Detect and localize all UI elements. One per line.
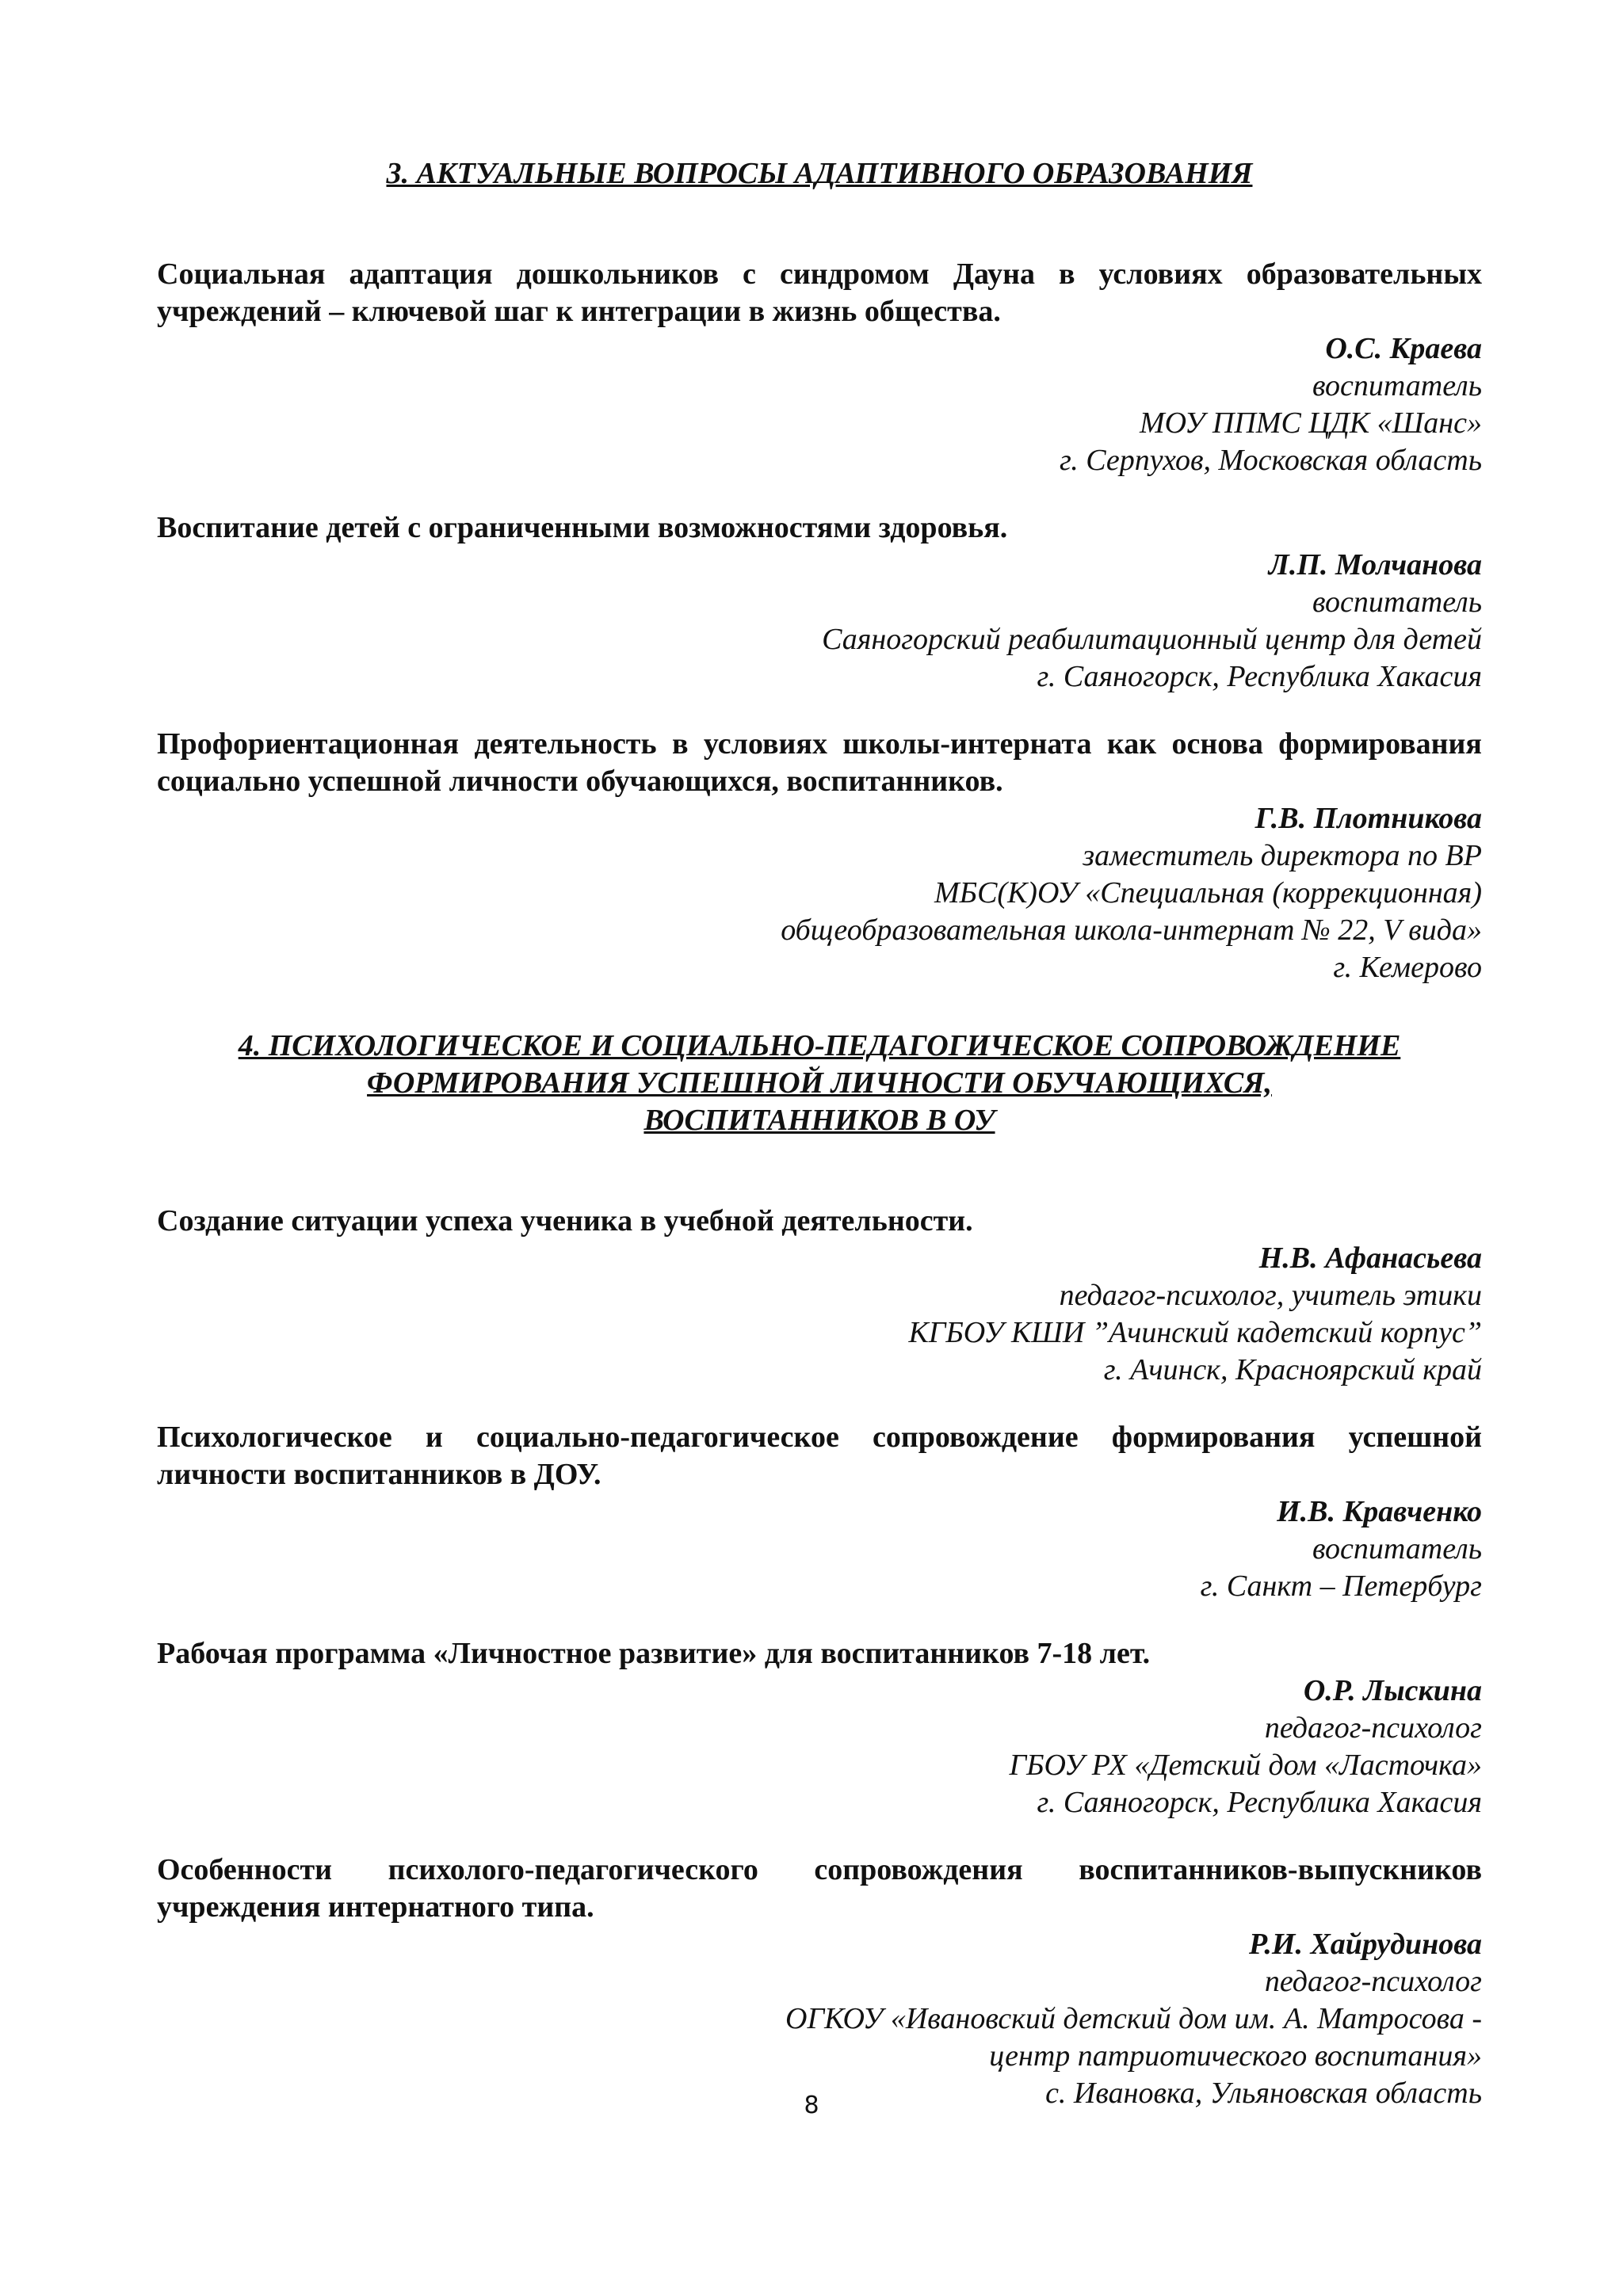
author-position: воспитатель	[1312, 585, 1482, 619]
entry	[157, 509, 1482, 696]
author-location: г. Саяногорск, Республика Хакасия	[1037, 1786, 1482, 1819]
author-location: г. Саяногорск, Республика Хакасия	[1037, 660, 1482, 693]
entry-title: Воспитание детей с ограниченными возможностями здоровья.	[157, 511, 1008, 544]
author-position: педагог-психолог, учитель этики	[1059, 1279, 1482, 1312]
section-heading-line: ВОСПИТАННИКОВ В ОУ	[643, 1104, 995, 1137]
section-heading: 3. АКТУАЛЬНЫЕ ВОПРОСЫ АДАПТИВНОГО ОБРАЗОВАНИЯ	[386, 157, 1253, 190]
author-location: г. Ачинск, Красноярский край	[1103, 1353, 1482, 1386]
author-name: Р.И. Хайрудинова	[1249, 1928, 1482, 1961]
section-4	[157, 1028, 1482, 2112]
author-position: педагог-психолог	[1264, 1711, 1482, 1745]
author-organization: ГБОУ РХ «Детский дом «Ласточка»	[1009, 1749, 1482, 1782]
document-page	[157, 155, 1482, 2142]
author-position: воспитатель	[1312, 369, 1482, 402]
entry-title: Социальная адаптация дошкольников с синдромом Дауна в условиях образовательных учреждений – ключевой шаг к интеграции в жизнь общества.	[157, 257, 1482, 328]
author-name: И.В. Кравченко	[1277, 1495, 1482, 1528]
author-organization: КГБОУ КШИ ”Ачинский кадетский корпус”	[908, 1316, 1482, 1349]
entry-meta	[157, 1926, 1482, 2112]
entry-meta	[157, 330, 1482, 479]
entry	[157, 256, 1482, 479]
author-location: г. Серпухов, Московская область	[1059, 444, 1482, 477]
entry-title: Профориентационная деятельность в условиях школы-интерната как основа формирования социально успешной личности обучающихся, воспитанников.	[157, 727, 1482, 798]
entry-list	[157, 1203, 1482, 2112]
section-heading-line: ФОРМИРОВАНИЯ УСПЕШНОЙ ЛИЧНОСТИ ОБУЧАЮЩИХСЯ,	[367, 1066, 1272, 1100]
entry-meta	[157, 1672, 1482, 1821]
author-name: О.С. Краева	[1325, 332, 1482, 365]
entry-meta	[157, 547, 1482, 696]
section-3	[157, 155, 1482, 986]
author-position: педагог-психолог	[1264, 1965, 1482, 1998]
author-organization-cont: центр патриотического воспитания»	[989, 2039, 1482, 2073]
entry-title: Создание ситуации успеха ученика в учебной деятельности.	[157, 1204, 973, 1238]
entry-list	[157, 256, 1482, 986]
author-organization: ОГКОУ «Ивановский детский дом им. А. Матросова -	[785, 2002, 1482, 2035]
author-organization: МОУ ППМС ЦДК «Шанс»	[1139, 406, 1482, 440]
entry-title: Рабочая программа «Личностное развитие» для воспитанников 7-18 лет.	[157, 1637, 1151, 1670]
section-heading-line: 4. ПСИХОЛОГИЧЕСКОЕ И СОЦИАЛЬНО-ПЕДАГОГИЧЕСКОЕ СОПРОВОЖДЕНИЕ	[238, 1029, 1401, 1062]
author-organization-cont: общеобразовательная школа-интернат № 22, V вида»	[781, 913, 1482, 947]
author-name: Г.В. Плотникова	[1254, 802, 1482, 835]
entry-title: Психологическое и социально-педагогическое сопровождение формирования успешной личности воспитанников в ДОУ.	[157, 1421, 1482, 1491]
author-name: Н.В. Афанасьева	[1258, 1241, 1482, 1275]
author-position: заместитель директора по ВР	[1083, 839, 1482, 872]
author-name: О.Р. Лыскина	[1303, 1674, 1482, 1707]
section-heading	[157, 1028, 1482, 1139]
author-location: г. Санкт – Петербург	[1200, 1569, 1482, 1603]
page-number: 8	[804, 2092, 819, 2119]
author-name: Л.П. Молчанова	[1268, 548, 1482, 582]
author-location: с. Ивановка, Ульяновская область	[1045, 2077, 1482, 2110]
entry-meta	[157, 800, 1482, 986]
entry-meta	[157, 1240, 1482, 1389]
entry-meta	[157, 1493, 1482, 1605]
entry	[157, 1635, 1482, 1821]
entry	[157, 1203, 1482, 1389]
author-location: г. Кемерово	[1333, 951, 1482, 984]
entry-title: Особенности психолого-педагогического сопровождения воспитанников-выпускников учреждения интернатного типа.	[157, 1853, 1482, 1924]
author-organization: Саяногорский реабилитационный центр для детей	[822, 623, 1482, 656]
entry	[157, 1852, 1482, 2112]
entry	[157, 1419, 1482, 1605]
author-organization: МБС(К)ОУ «Специальная (коррекционная)	[934, 876, 1482, 910]
entry	[157, 726, 1482, 986]
author-position: воспитатель	[1312, 1532, 1482, 1566]
